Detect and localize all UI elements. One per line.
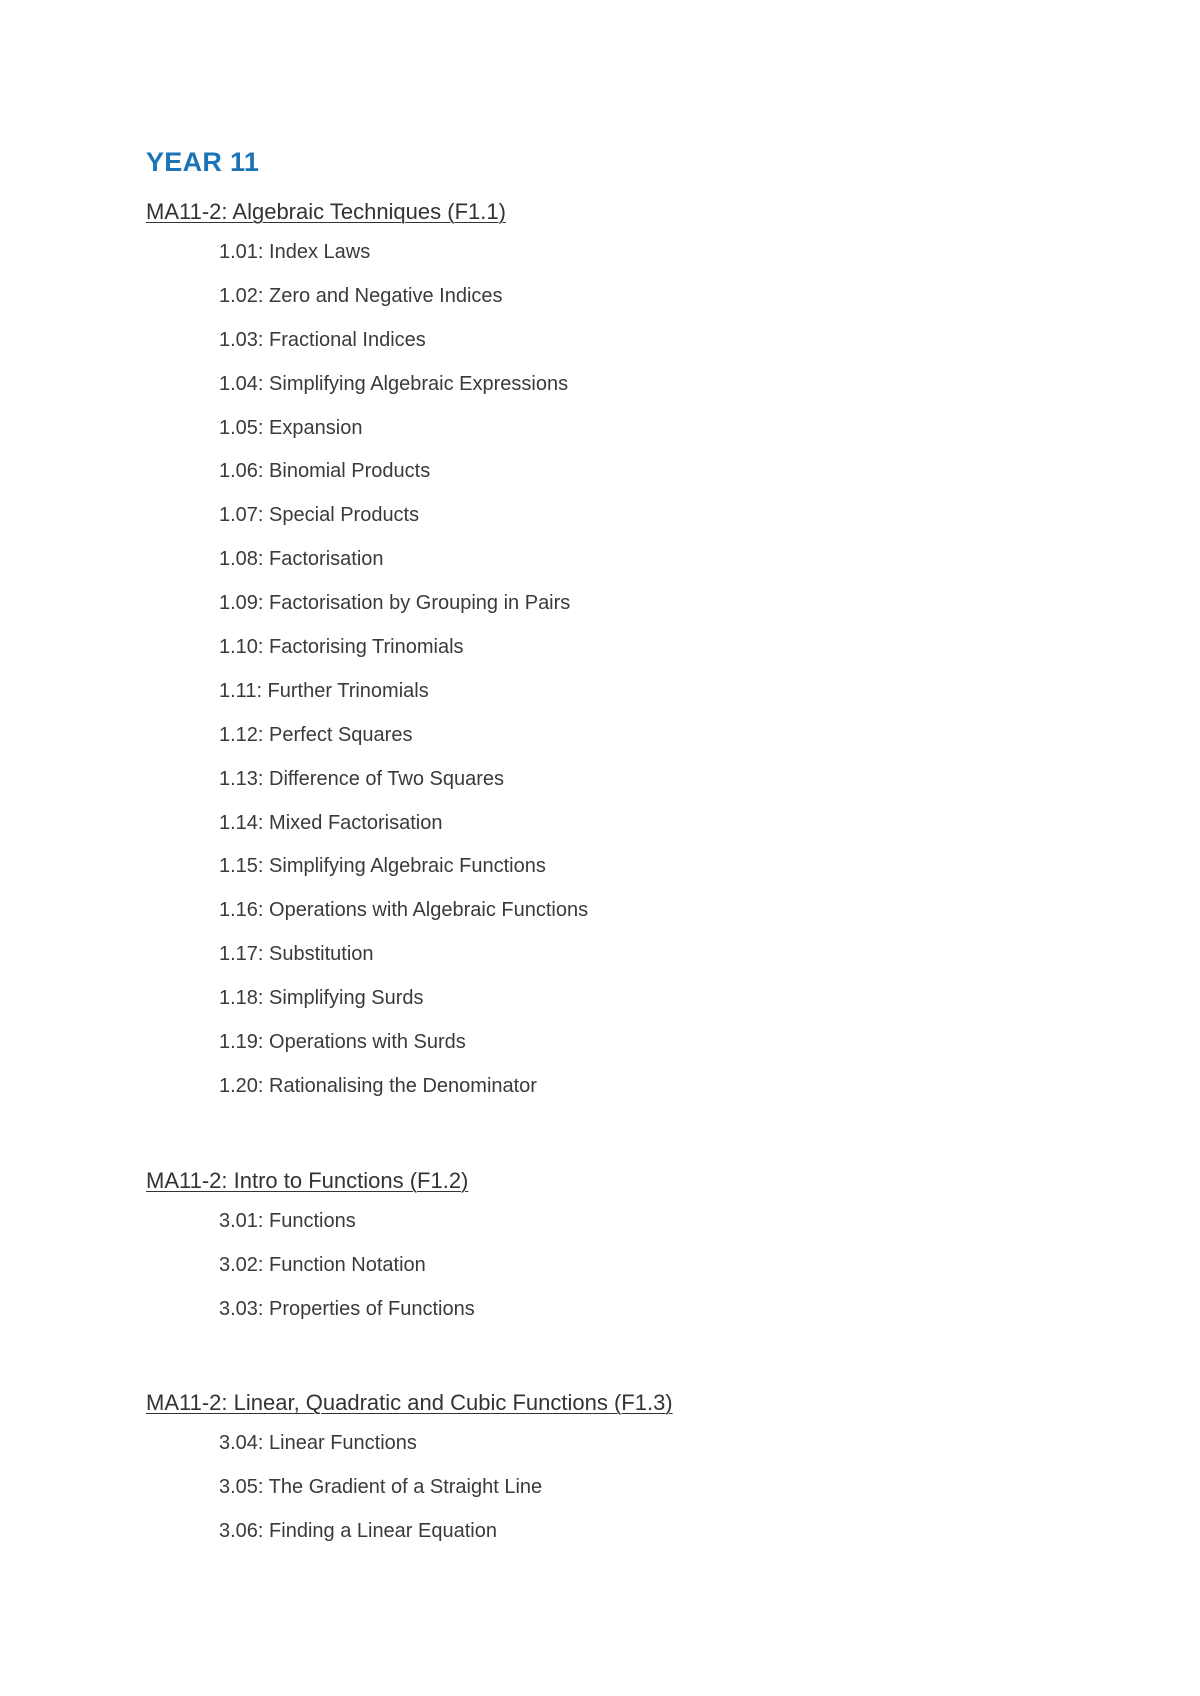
list-item: 1.13: Difference of Two Squares xyxy=(219,767,504,790)
list-item: 3.03: Properties of Functions xyxy=(219,1297,475,1320)
list-item: 1.10: Factorising Trinomials xyxy=(219,636,464,659)
section-heading[interactable]: MA11-2: Linear, Quadratic and Cubic Functions (F1.3) xyxy=(146,1390,673,1415)
list-item: 1.14: Mixed Factorisation xyxy=(219,811,443,834)
section-algebraic-techniques xyxy=(146,197,588,1118)
topic-list xyxy=(146,1209,475,1341)
page-title: YEAR 11 xyxy=(146,147,260,177)
section-heading[interactable]: MA11-2: Algebraic Techniques (F1.1) xyxy=(146,199,506,224)
list-item: 1.15: Simplifying Algebraic Functions xyxy=(219,855,546,878)
list-item: 1.07: Special Products xyxy=(219,504,420,527)
list-item: 1.11: Further Trinomials xyxy=(219,679,429,702)
list-item: 3.04: Linear Functions xyxy=(219,1432,417,1454)
list-item: 3.06: Finding a Linear Equation xyxy=(219,1519,497,1542)
list-item: 1.06: Binomial Products xyxy=(219,460,431,483)
list-item: 1.19: Operations with Surds xyxy=(219,1031,466,1054)
section-intro-to-functions xyxy=(146,1166,475,1341)
list-item: 3.05: The Gradient of a Straight Line xyxy=(219,1475,543,1498)
topic-list xyxy=(146,240,588,1118)
list-item: 1.05: Expansion xyxy=(219,416,363,439)
list-item: 3.01: Functions xyxy=(219,1210,356,1232)
section-linear-quadratic-cubic xyxy=(146,1388,673,1563)
section-heading[interactable]: MA11-2: Intro to Functions (F1.2) xyxy=(146,1168,469,1193)
list-item: 1.01: Index Laws xyxy=(219,241,371,263)
list-item: 1.04: Simplifying Algebraic Expressions xyxy=(219,372,569,395)
topic-list xyxy=(146,1431,673,1563)
list-item: 3.02: Function Notation xyxy=(219,1253,426,1276)
list-item: 1.18: Simplifying Surds xyxy=(219,987,424,1010)
list-item: 1.12: Perfect Squares xyxy=(219,723,413,746)
list-item: 1.17: Substitution xyxy=(219,943,374,966)
list-item: 1.20: Rationalising the Denominator xyxy=(219,1074,537,1097)
list-item: 1.02: Zero and Negative Indices xyxy=(219,284,503,307)
list-item: 1.08: Factorisation xyxy=(219,548,384,571)
list-item: 1.03: Fractional Indices xyxy=(219,328,426,351)
list-item: 1.09: Factorisation by Grouping in Pairs xyxy=(219,592,571,615)
list-item: 1.16: Operations with Algebraic Functions xyxy=(219,899,589,922)
